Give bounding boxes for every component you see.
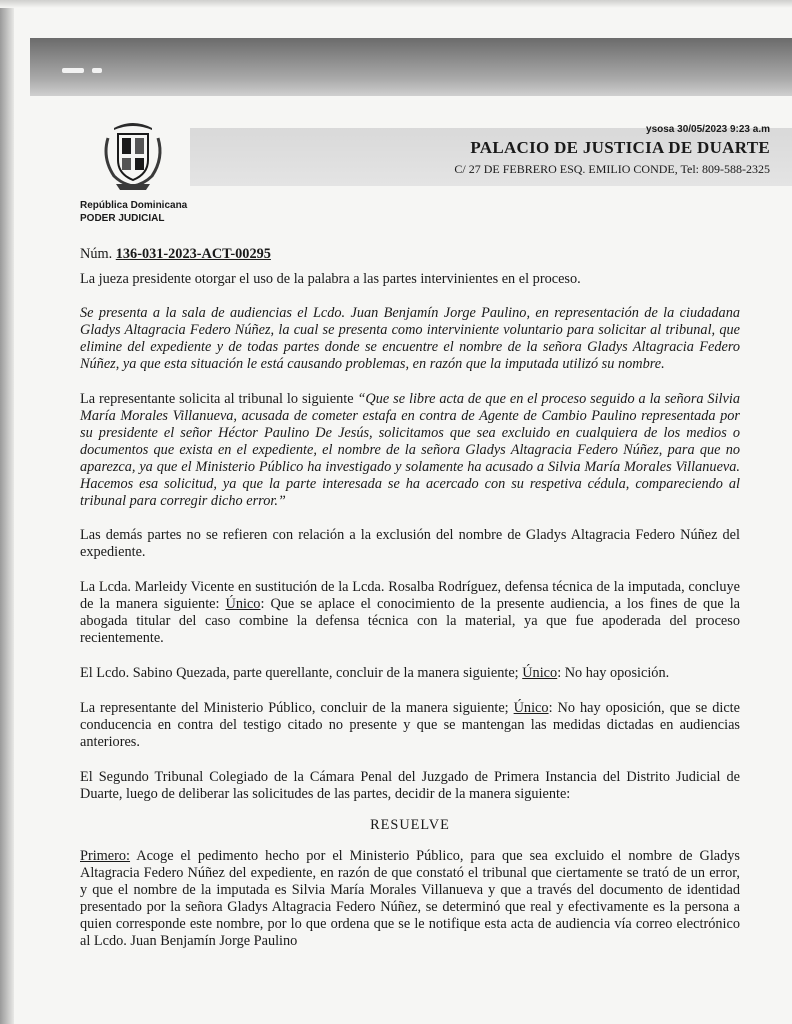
paragraph-plaintiff bbox=[80, 665, 740, 682]
paragraph-defense bbox=[80, 579, 740, 647]
institution-address: C/ 27 DE FEBRERO ESQ. EMILIO CONDE, Tel: 809-588-2325 bbox=[454, 162, 770, 176]
defense-text: La Lcda. Marleidy Vicente en sustitución de la Lcda. Rosalba Rodríguez, defensa técnica de la imputada, concluye de la manera siguiente: bbox=[80, 579, 740, 612]
paragraph-intro: La jueza presidente otorgar el uso de la palabra a las partes intervinientes en el proceso. bbox=[80, 271, 581, 287]
republic-name: República Dominicana bbox=[80, 200, 188, 211]
plaintiff-conclusion: : No hay oposición. bbox=[557, 665, 670, 681]
paragraph-tribunal: El Segundo Tribunal Colegiado de la Cámara Penal del Juzgado de Primera Instancia del Distrito Judicial de Duarte, luego de deliberar las solicitudes de las partes, decidir de la manera siguiente: bbox=[80, 769, 740, 802]
paragraph-request bbox=[80, 391, 740, 510]
scan-top-band bbox=[30, 38, 792, 96]
first-resolution-text: Acoge el pedimento hecho por el Ministerio Público, para que sea excluido el nombre de Gladys Altagracia Federo Núñez del expediente, en razón de que constató el tribunal que ciertamente se trató de un error, y que el nombre de la imputada es Silvia María Morales Villanueva y que a través del documento de identidad presentado por la señora Gladys Altagracia Federo Núñez, se determinó que real y efectivamente es la persona a quien corresponde este nombre, por lo que ordena que se le notifique esta acta de audiencia vía correo electrónico al Lcdo. Juan Benjamín Jorge Paulino bbox=[80, 848, 740, 949]
scan-mark bbox=[92, 68, 102, 73]
prosecutor-text: La representante del Ministerio Público, concluir de la manera siguiente; bbox=[80, 700, 514, 716]
unico-label: Único bbox=[522, 665, 558, 681]
scan-edge-shadow bbox=[0, 0, 14, 1024]
scan-mark bbox=[62, 68, 84, 73]
plaintiff-text: El Lcdo. Sabino Quezada, parte querellante, concluir de la manera siguiente; bbox=[80, 665, 523, 681]
timestamp: ysosa 30/05/2023 9:23 a.m bbox=[646, 124, 770, 135]
paragraph-intervention: Se presenta a la sala de audiencias el Lcdo. Juan Benjamín Jorge Paulino, en representación de la ciudadana Gladys Altagracia Federo Núñez, la cual se presenta como interviniente voluntario para solicitar al tribunal, que elimine del expediente y de todas partes donde se encuentre el nombre de la señora Gladys Altagracia Federo Núñez, ya que esta situación le está causando problemas, en razón que la imputada utilizó su nombre. bbox=[80, 305, 740, 372]
case-number bbox=[80, 246, 740, 263]
first-label: Primero: bbox=[80, 848, 131, 864]
request-lead: La representante solicita al tribunal lo siguiente bbox=[80, 391, 358, 407]
scan-top-shadow bbox=[0, 0, 792, 8]
request-quote: “Que se libre acta de que en el proceso seguido a la señora Silvia María Morales Villanueva, acusada de cometer estafa en contra de Agente de Cambio Paulino representada por su presidente el señor Héctor Paulino De Jesús, solicitamos que sea excluido en cualquiera de los medios o documentos que exista en el expediente, el nombre de la señora Gladys Altagracia Federo Núñez, para que no aparezca, ya que el Ministerio Público ha investigado y solamente ha acusado a Silvia María Morales Villanueva. Hacemos esa solicitud, ya que la parte interesada se ha acercado con su respetiva cédula, compareciendo al tribunal para corregir dicho error.” bbox=[80, 391, 740, 509]
unico-label: Único bbox=[225, 596, 261, 612]
unico-label: Único bbox=[513, 700, 549, 716]
institution-title: PALACIO DE JUSTICIA DE DUARTE bbox=[470, 138, 770, 157]
coat-of-arms-icon bbox=[100, 118, 166, 192]
paragraph-other-parties: Las demás partes no se refieren con relación a la exclusión del nombre de Gladys Altagracia Federo Núñez del expediente. bbox=[80, 527, 740, 560]
paragraph-first-resolution bbox=[80, 848, 740, 950]
document-body bbox=[80, 246, 740, 950]
defense-conclusion: : Que se aplace el conocimiento de la presente audiencia, a los fines de que la abogada titular del caso combine la defensa técnica con la material, ya que fue apoderada del proceso recientemente. bbox=[80, 596, 741, 646]
paragraph-prosecutor bbox=[80, 700, 740, 751]
republic-label bbox=[80, 199, 187, 225]
judicial-power-label: PODER JUDICIAL bbox=[80, 213, 165, 224]
resolves-heading: RESUELVE bbox=[370, 817, 450, 833]
case-number-value: 136-031-2023-ACT-00295 bbox=[115, 246, 271, 262]
prosecutor-conclusion: : No hay oposición, que se dicte conducencia en contra del testigo citado no presente y que se mantengan las medidas dictadas en audiencias anteriores. bbox=[80, 700, 740, 750]
case-number-label: Núm. bbox=[80, 246, 113, 262]
